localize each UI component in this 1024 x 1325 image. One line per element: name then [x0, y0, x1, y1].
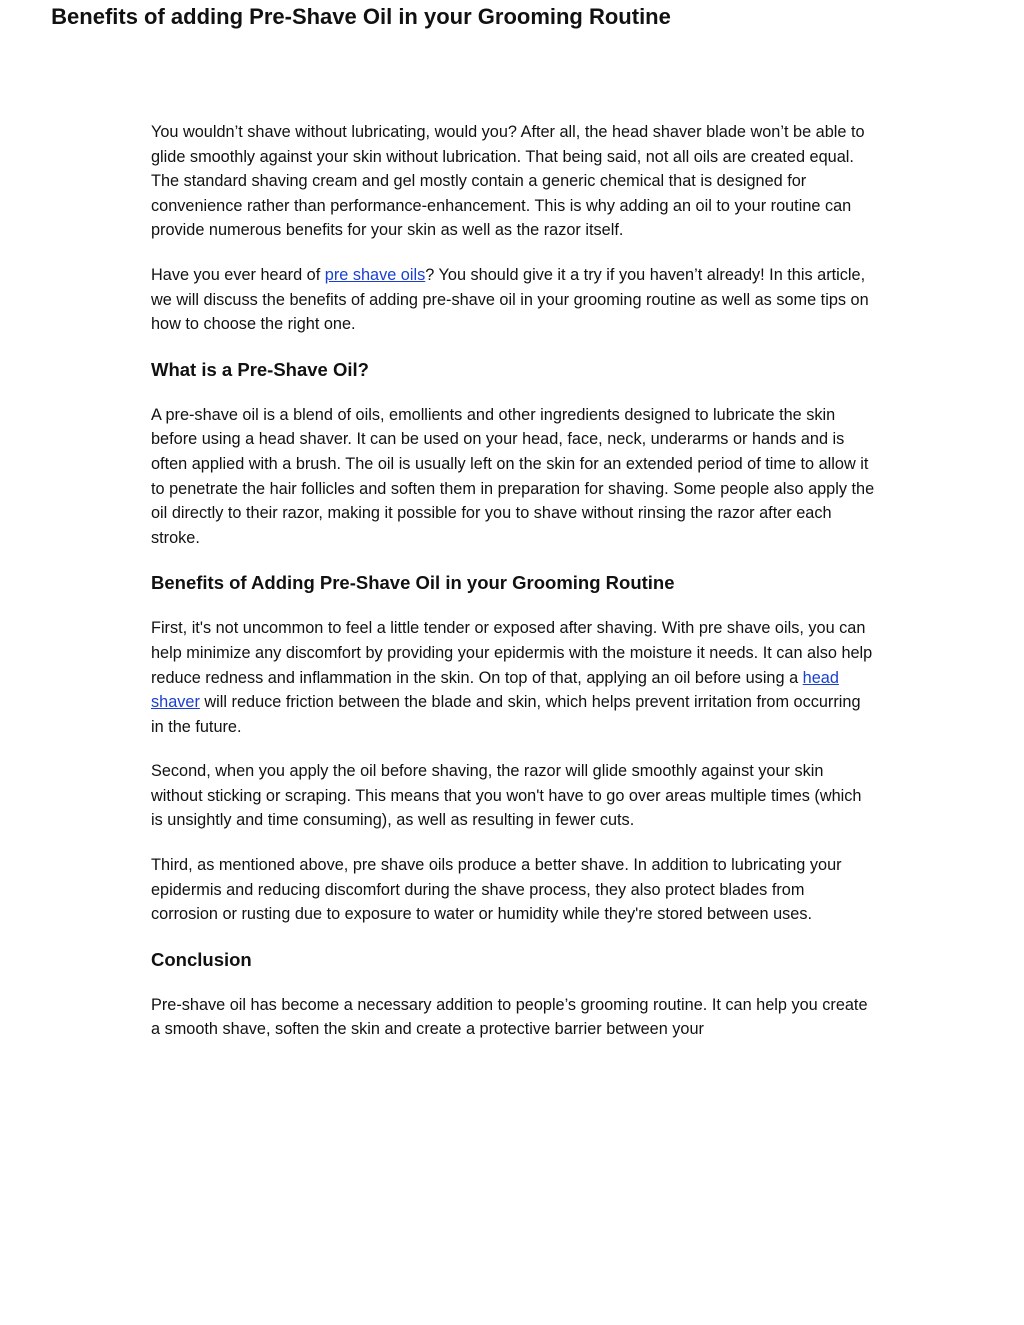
section-heading-conclusion: Conclusion	[151, 948, 252, 970]
document-title: Benefits of adding Pre-Shave Oil in your Grooming Routine	[51, 4, 671, 29]
what-is-paragraph: A pre-shave oil is a blend of oils, emollients and other ingredients designed to lubricate the skin before using a head shaver. It can be used on your head, face, neck, underarms or hands and is often applied with a brush. The oil is usually left on the skin for an extended period of time to allow it to penetrate the hair follicles and soften them in preparation for shaving. Some people also apply the oil directly to their razor, making it possible for you to shave without rinsing the razor after each stroke.	[151, 405, 875, 547]
intro-paragraph-2	[151, 263, 875, 337]
pre-shave-oils-link[interactable]: pre shave oils	[324, 265, 426, 284]
benefits-paragraph-1-text-before: First, it's not uncommon to feel a little tender or exposed after shaving. With pre shave oils, you can help minimize any discomfort by providing your epidermis with the moisture it needs. It can also help reduce redness and inflammation in the skin. On top of that, applying an oil before using a	[151, 619, 873, 687]
section-heading-what-is: What is a Pre-Shave Oil?	[151, 358, 369, 380]
intro-paragraph-2-text-before: Have you ever heard of	[151, 265, 325, 284]
section-heading-benefits: Benefits of Adding Pre-Shave Oil in your Grooming Routine	[151, 572, 675, 594]
document-body	[151, 120, 875, 1062]
benefits-paragraph-1-text-after: will reduce friction between the blade and skin, which helps prevent irritation from occurring in the future.	[151, 693, 861, 736]
intro-paragraph-2-text-after: ? You should give it a try if you haven’t already! In this article, we will discuss the benefits of adding pre-shave oil in your grooming routine as well as some tips on how to choose the right one.	[151, 265, 869, 334]
benefits-paragraph-1	[151, 616, 875, 739]
benefits-paragraph-3: Third, as mentioned above, pre shave oils produce a better shave. In addition to lubricating your epidermis and reducing discomfort during the shave process, they also protect blades from corrosion or rusting due to exposure to water or humidity while they're stored between uses.	[151, 856, 842, 924]
intro-paragraph-1: You wouldn’t shave without lubricating, would you? After all, the head shaver blade won’t be able to glide smoothly against your skin without lubrication. That being said, not all oils are created equal. The standard shaving cream and gel mostly contain a generic chemical that is designed for convenience rather than performance-enhancement. This is why adding an oil to your routine can provide numerous benefits for your skin as well as the razor itself.	[151, 123, 865, 240]
conclusion-paragraph: Pre-shave oil has become a necessary addition to people’s grooming routine. It can help you create a smooth shave, soften the skin and create a protective barrier between your	[151, 995, 868, 1039]
head-shaver-link[interactable]: head shaver	[151, 668, 839, 712]
benefits-paragraph-2: Second, when you apply the oil before shaving, the razor will glide smoothly against your skin without sticking or scraping. This means that you won't have to go over areas multiple times (which is unsightly and time consuming), as well as resulting in fewer cuts.	[151, 762, 862, 830]
